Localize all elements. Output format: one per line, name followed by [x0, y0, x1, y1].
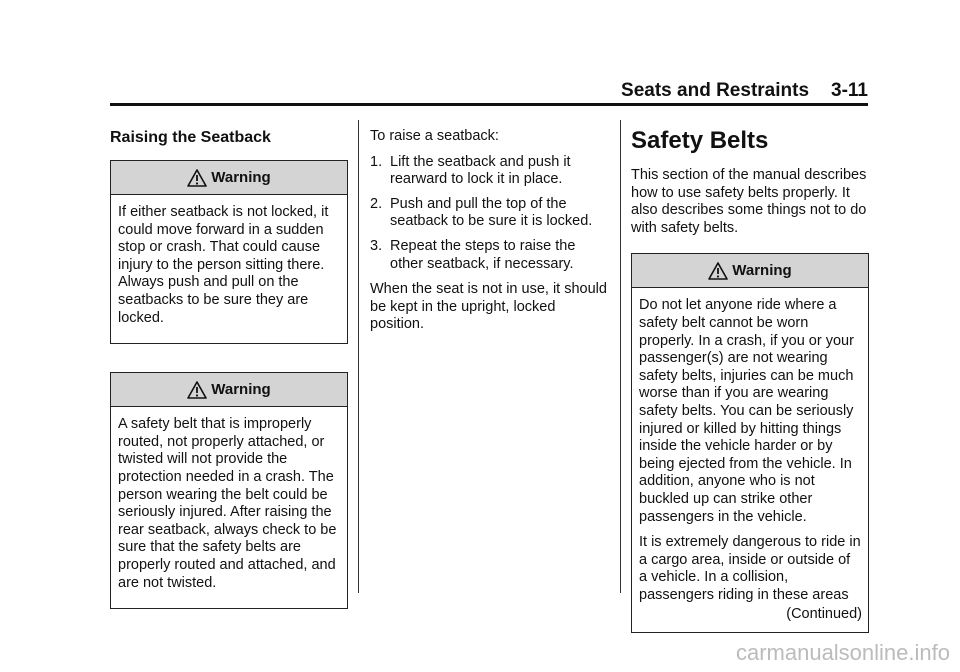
- continued-label: (Continued): [786, 606, 862, 623]
- warning-triangle-icon: [187, 169, 207, 187]
- column-left: [110, 120, 348, 637]
- warning-text: If either seatback is not locked, it could move forward in a sudden stop or crash. That could cause injury to the person sitting there. Always push and pull on the seatbacks to be sure they are locked.: [118, 204, 329, 326]
- header-rule: [110, 103, 868, 106]
- storage-note: When the seat is not in use, it should be kept in the upright, locked position.: [370, 281, 607, 333]
- warning-title: Warning: [732, 262, 792, 280]
- warning-text: Do not let anyone ride where a safety belt cannot be worn properly. In a crash, if you or your passenger(s) are not wearing safety belts, injuries can be much worse than if you are wearing safety belts. You can be seriously injured or killed by hitting things inside the vehicle harder or by being ejected from the vehicle. In addition, anyone who is not buckled up can strike other passengers in the vehicle.: [639, 297, 854, 525]
- warning-box-safety-belts: [631, 253, 869, 633]
- column-middle: [370, 120, 610, 342]
- column-divider-2: [620, 120, 621, 593]
- safety-belts-intro: This section of the manual describes how to use safety belts properly. It also describes some things not to do with safety belts.: [631, 167, 867, 236]
- warning-header: [111, 373, 347, 407]
- section-heading-safety-belts: Safety Belts: [631, 127, 769, 154]
- warning-text: A safety belt that is improperly routed, not properly attached, or twisted will not provide the protection needed in a crash. The person wearing the belt could be seriously injured. After raising the rear seatback, always check to be sure that the safety belts are properly routed and attached, and are not twisted.: [118, 416, 337, 591]
- warning-header: [632, 254, 868, 288]
- list-item: 2. Push and pull the top of the seatback to be sure it is locked.: [370, 195, 593, 230]
- section-heading-raising-seatback: Raising the Seatback: [110, 129, 271, 146]
- section-title: Seats and Restraints: [621, 80, 810, 101]
- warning-title: Warning: [211, 380, 271, 398]
- warning-triangle-icon: [708, 262, 728, 280]
- page-header: [110, 80, 868, 102]
- page-number: 3-11: [831, 80, 868, 101]
- warning-box-belt-routing: [110, 372, 348, 609]
- column-divider-1: [358, 120, 359, 593]
- warning-triangle-icon: [187, 381, 207, 399]
- column-right: [631, 120, 869, 633]
- steps-list: [370, 154, 610, 274]
- warning-text: It is extremely dangerous to ride in a cargo area, inside or outside of a vehicle. In a collision, passengers riding in these areas: [639, 534, 861, 603]
- warning-box-seatback-lock: [110, 160, 348, 344]
- steps-intro: To raise a seatback:: [370, 128, 499, 144]
- warning-header: [111, 161, 347, 195]
- warning-title: Warning: [211, 168, 271, 186]
- list-item: 3. Repeat the steps to raise the other seatback, if necessary.: [370, 237, 576, 272]
- list-item: 1. Lift the seatback and push it rearward to lock it in place.: [370, 153, 571, 188]
- watermark: carmanualsonline.info: [735, 640, 950, 665]
